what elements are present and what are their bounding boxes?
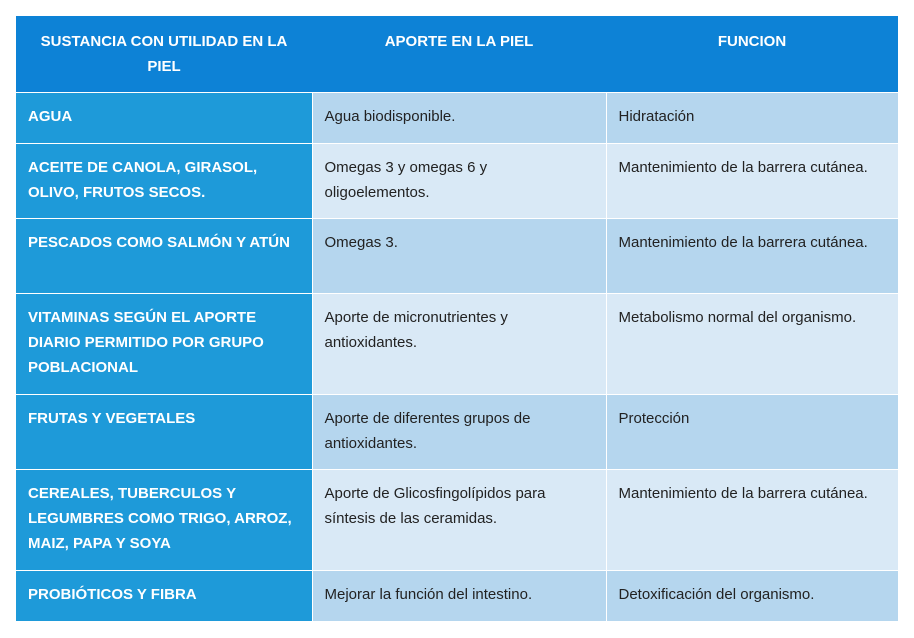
contribution-cell: Mejorar la función del intestino. (312, 570, 606, 621)
function-cell: Protección (606, 394, 898, 469)
substance-cell: FRUTAS Y VEGETALES (16, 394, 312, 469)
table-row (16, 218, 898, 293)
table-body (16, 92, 898, 621)
contribution-cell: Agua biodisponible. (312, 92, 606, 143)
table-row (16, 143, 898, 218)
contribution-cell: Aporte de Glicosfingolípidos para síntesis de las ceramidas. (312, 469, 606, 570)
substance-cell: PROBIÓTICOS Y FIBRA (16, 570, 312, 621)
function-cell: Mantenimiento de la barrera cutánea. (606, 143, 898, 218)
substance-cell: CEREALES, TUBERCULOS Y LEGUMBRES COMO TRIGO, ARROZ, MAIZ, PAPA Y SOYA (16, 469, 312, 570)
contribution-cell: Aporte de micronutrientes y antioxidantes. (312, 293, 606, 394)
function-cell: Detoxificación del organismo. (606, 570, 898, 621)
function-cell: Metabolismo normal del organismo. (606, 293, 898, 394)
nutrition-skin-table (16, 16, 898, 621)
contribution-cell: Aporte de diferentes grupos de antioxidantes. (312, 394, 606, 469)
contribution-cell: Omegas 3. (312, 218, 606, 293)
nutrition-skin-table-container (16, 16, 898, 621)
contribution-cell: Omegas 3 y omegas 6 y oligoelementos. (312, 143, 606, 218)
substance-cell: AGUA (16, 92, 312, 143)
table-row (16, 293, 898, 394)
function-cell: Hidratación (606, 92, 898, 143)
substance-cell: ACEITE DE CANOLA, GIRASOL, OLIVO, FRUTOS SECOS. (16, 143, 312, 218)
substance-cell: PESCADOS COMO SALMÓN Y ATÚN (16, 218, 312, 293)
table-header (16, 16, 898, 92)
table-row (16, 92, 898, 143)
table-row (16, 469, 898, 570)
header-function: FUNCION (606, 16, 898, 92)
header-row (16, 16, 898, 92)
function-cell: Mantenimiento de la barrera cutánea. (606, 218, 898, 293)
substance-cell: VITAMINAS SEGÚN EL APORTE DIARIO PERMITIDO POR GRUPO POBLACIONAL (16, 293, 312, 394)
table-row (16, 570, 898, 621)
table-row (16, 394, 898, 469)
function-cell: Mantenimiento de la barrera cutánea. (606, 469, 898, 570)
header-skin-contribution: APORTE EN LA PIEL (312, 16, 606, 92)
header-substance: SUSTANCIA CON UTILIDAD EN LA PIEL (16, 16, 312, 92)
